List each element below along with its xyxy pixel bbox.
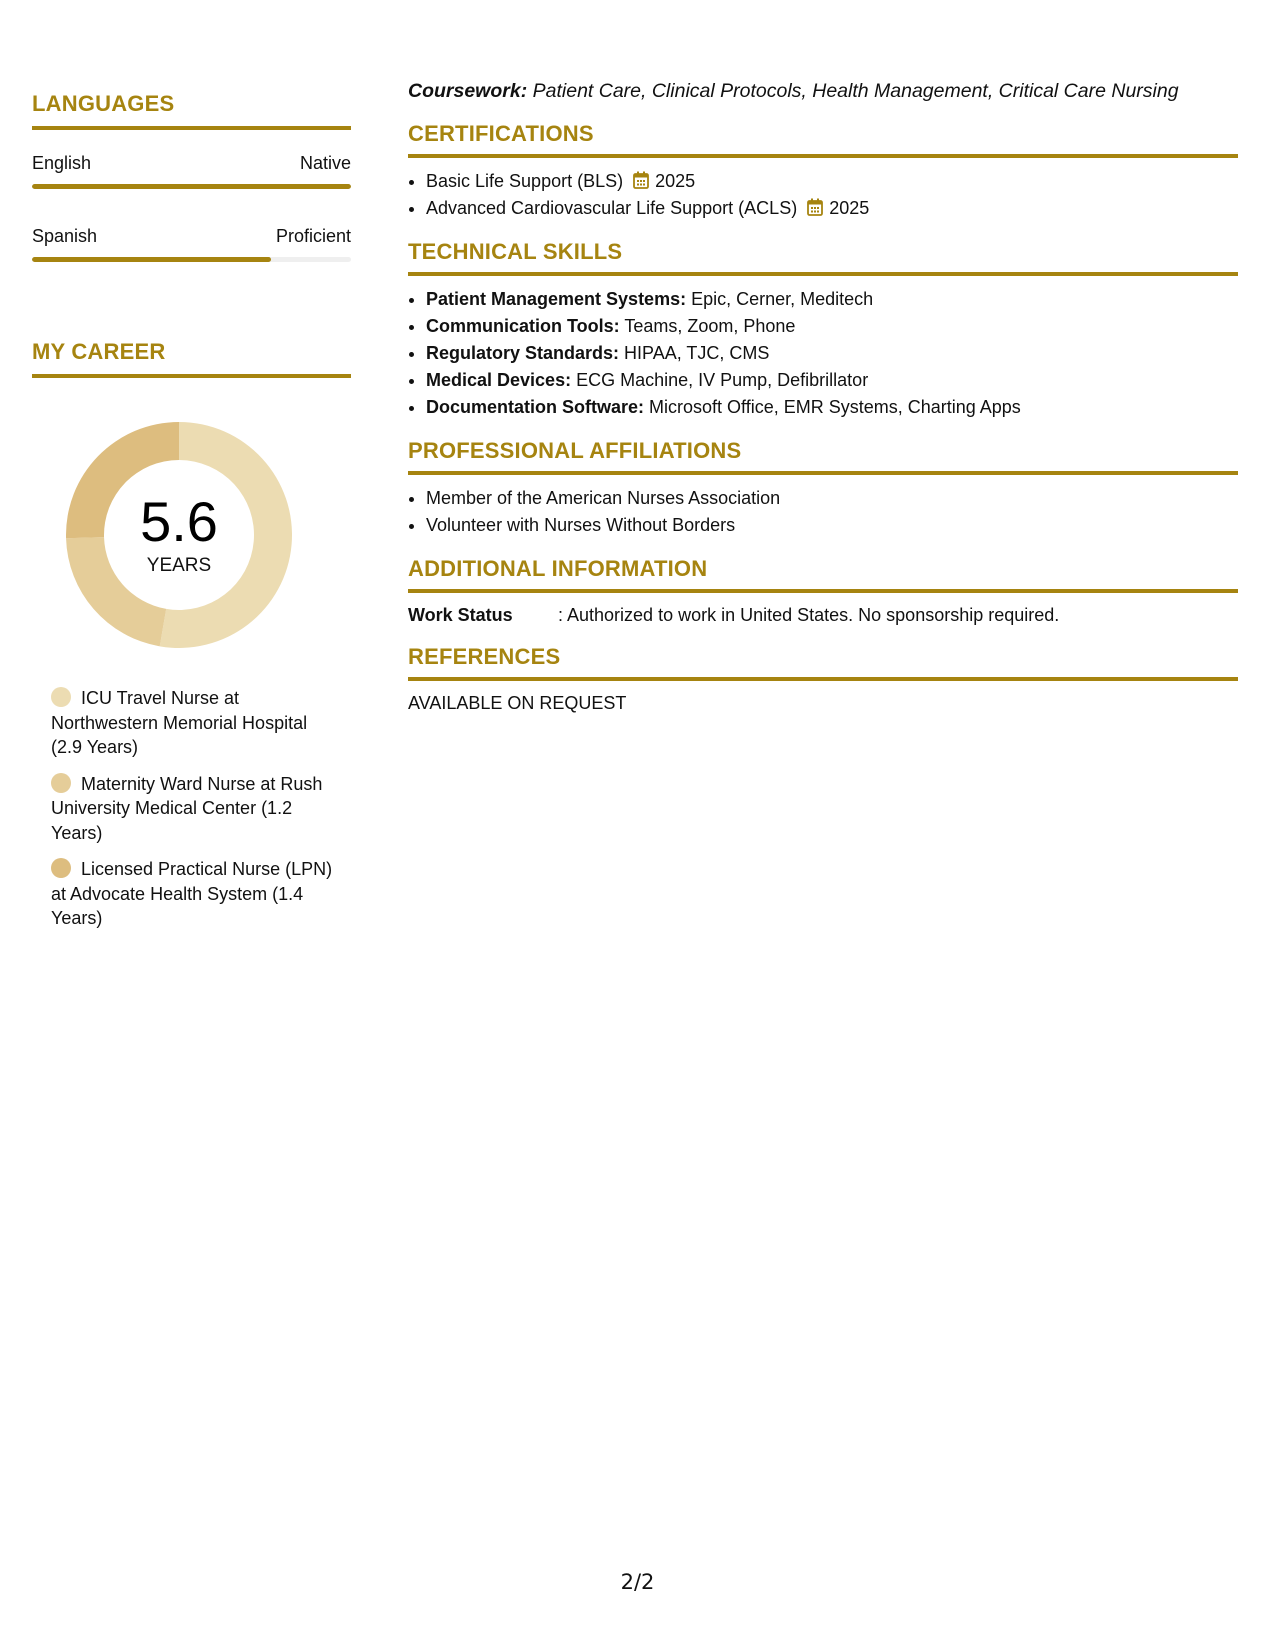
references-heading: REFERENCES xyxy=(408,643,1238,681)
affiliation-item: • Member of the American Nurses Association xyxy=(426,485,1238,512)
affiliation-item: • Volunteer with Nurses Without Borders xyxy=(426,512,1238,539)
certification-item xyxy=(426,195,1238,222)
affiliations-heading: PROFESSIONAL AFFILIATIONS xyxy=(408,437,1238,475)
languages-list xyxy=(32,152,351,262)
career-donut-chart xyxy=(66,422,292,648)
donut-center-label xyxy=(66,422,292,648)
career-total-years: 5.6 xyxy=(140,490,218,553)
skill-item xyxy=(426,367,1238,394)
skill-value: Teams, Zoom, Phone xyxy=(619,316,796,336)
language-proficiency-bar xyxy=(32,257,351,262)
career-item-text: ICU Travel Nurse at Northwestern Memorial Hospital (2.9 Years) xyxy=(51,688,308,757)
skill-value: HIPAA, TJC, CMS xyxy=(619,343,770,363)
certifications-section xyxy=(408,120,1238,222)
page-number: 2/2 xyxy=(620,1570,655,1594)
skill-label: Communication Tools: xyxy=(426,316,620,336)
calendar-icon xyxy=(633,171,649,189)
language-level: Native xyxy=(299,153,351,173)
career-section xyxy=(32,338,351,931)
languages-section xyxy=(32,90,351,262)
work-status-value: : Authorized to work in United States. No sponsorship required. xyxy=(558,605,1060,625)
career-heading: MY CAREER xyxy=(32,338,351,378)
references-text: AVAILABLE ON REQUEST xyxy=(408,693,627,713)
language-proficiency-fill xyxy=(32,257,271,262)
skill-item xyxy=(426,394,1238,421)
calendar-icon xyxy=(807,198,823,216)
certifications-list xyxy=(408,168,1238,222)
certifications-heading: CERTIFICATIONS xyxy=(408,120,1238,158)
certification-item xyxy=(426,168,1238,195)
skill-label: Medical Devices: xyxy=(426,370,572,390)
career-item-text: Licensed Practical Nurse (LPN) at Advocate Health System (1.4 Years) xyxy=(51,859,333,928)
skill-item xyxy=(426,340,1238,367)
skill-value: Epic, Cerner, Meditech xyxy=(686,289,874,309)
language-item-english xyxy=(32,152,351,189)
language-name: Spanish xyxy=(32,226,98,246)
career-legend-item xyxy=(51,686,341,760)
work-status-label: Work Status xyxy=(408,605,513,625)
skill-item xyxy=(426,286,1238,313)
languages-heading: LANGUAGES xyxy=(32,90,351,130)
additional-info-section xyxy=(408,555,1238,627)
certification-name: Advanced Cardiovascular Life Support (ACLS) xyxy=(426,198,798,218)
work-status-row xyxy=(408,603,1238,627)
coursework-label: Coursework: xyxy=(408,80,528,102)
language-proficiency-fill xyxy=(32,184,351,189)
legend-dot-icon xyxy=(51,687,71,707)
left-column xyxy=(32,90,351,943)
career-legend-item xyxy=(51,772,341,846)
legend-dot-icon xyxy=(51,858,71,878)
references-section xyxy=(408,643,1238,715)
language-level: Proficient xyxy=(275,226,351,246)
additional-info-heading: ADDITIONAL INFORMATION xyxy=(408,555,1238,593)
skill-label: Patient Management Systems: xyxy=(426,289,687,309)
legend-dot-icon xyxy=(51,773,71,793)
coursework-text: Patient Care, Clinical Protocols, Health Management, Critical Care Nursing xyxy=(527,80,1179,102)
skill-value: Microsoft Office, EMR Systems, Charting Apps xyxy=(644,397,1021,417)
technical-skills-section xyxy=(408,238,1238,421)
language-proficiency-bar xyxy=(32,184,351,189)
language-name: English xyxy=(32,153,92,173)
certification-name: Basic Life Support (BLS) xyxy=(426,171,624,191)
technical-skills-list xyxy=(408,286,1238,421)
language-item-spanish xyxy=(32,225,351,262)
right-column xyxy=(408,78,1238,715)
skill-label: Regulatory Standards: xyxy=(426,343,620,363)
affiliations-list xyxy=(408,485,1238,539)
technical-skills-heading: TECHNICAL SKILLS xyxy=(408,238,1238,276)
skill-value: ECG Machine, IV Pump, Defibrillator xyxy=(571,370,869,390)
career-total-unit: YEARS xyxy=(146,555,212,576)
skill-label: Documentation Software: xyxy=(426,397,645,417)
skill-item xyxy=(426,313,1238,340)
coursework-line xyxy=(408,78,1238,104)
certification-year: 2025 xyxy=(655,171,696,191)
career-legend-item xyxy=(51,857,341,931)
affiliations-section xyxy=(408,437,1238,539)
certification-year: 2025 xyxy=(829,198,870,218)
career-legend xyxy=(51,686,341,931)
career-item-text: Maternity Ward Nurse at Rush University Medical Center (1.2 Years) xyxy=(51,773,323,843)
